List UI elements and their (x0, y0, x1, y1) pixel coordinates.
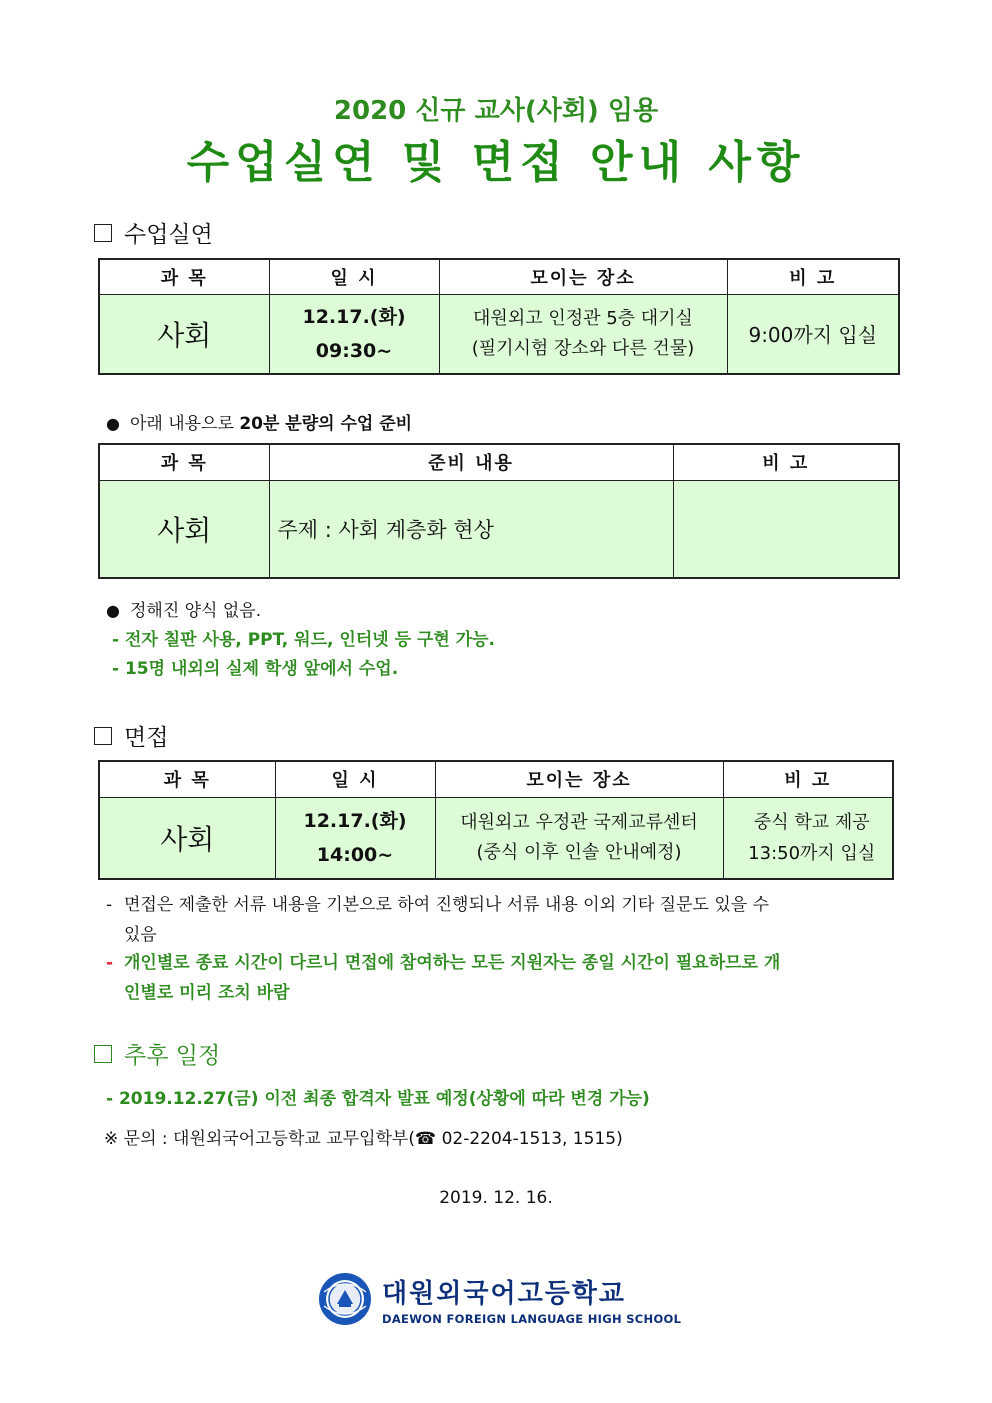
school-name-block (382, 1273, 681, 1326)
col-header-subject: 과 목 (99, 259, 269, 294)
cell-note (723, 797, 893, 879)
cell-subject: 사회 (99, 797, 275, 879)
cell-subject: 사회 (99, 480, 269, 578)
section-demo-heading (94, 216, 213, 249)
cell-subject: 사회 (99, 294, 269, 374)
cell-place (439, 294, 727, 374)
prep-table (98, 443, 900, 579)
document-date: 2019. 12. 16. (439, 1188, 553, 1208)
interview-note-2-line2: 인별로 미리 조치 바람 (124, 983, 290, 1003)
table-row (99, 797, 893, 879)
cell-place-line2: (중식 이후 인솔 안내예정) (476, 841, 682, 863)
col-header-note: 비 고 (723, 761, 893, 797)
checkbox-icon (94, 1045, 112, 1063)
cell-place-line1: 대원외고 인정관 5층 대기실 (473, 307, 693, 329)
col-header-datetime: 일 시 (269, 259, 439, 294)
cell-date: 12.17.(화) (303, 809, 407, 832)
interview-note-2-line1: 개인별로 종료 시간이 다르니 면접에 참여하는 모든 지원자는 종일 시간이 필요하므로 개 (124, 953, 781, 973)
school-name-ko: 대원외국어고등학교 (382, 1278, 627, 1309)
col-header-subject: 과 목 (99, 444, 269, 480)
col-header-place: 모이는 장소 (439, 259, 727, 294)
checkbox-icon (94, 727, 112, 745)
col-header-place: 모이는 장소 (435, 761, 723, 797)
checkbox-icon (94, 224, 112, 242)
demo-green-note-2: - 15명 내외의 실제 학생 앞에서 수업. (112, 659, 399, 679)
phone-icon: ☎ (414, 1129, 437, 1149)
cell-date: 12.17.(화) (302, 305, 406, 328)
section-followup-heading (94, 1037, 220, 1070)
contact-phone: 02-2204-1513, 1515) (436, 1129, 623, 1149)
cell-time: 14:00~ (316, 843, 394, 866)
school-emblem-icon (318, 1272, 372, 1326)
cell-place-line2: (필기시험 장소와 다른 건물) (471, 337, 695, 359)
table-row (99, 480, 899, 578)
prep-note (106, 409, 412, 434)
cell-place (435, 797, 723, 879)
cell-time: 09:30~ (315, 339, 393, 362)
section-interview-label: 면접 (124, 725, 169, 751)
format-note-text: 정해진 양식 없음. (129, 601, 262, 621)
contact-info (104, 1124, 623, 1149)
interview-note-2: - 개인별로 종료 시간이 다르니 면접에 참여하는 모든 지원자는 종일 시간이 필요하므로 개 인별로 미리 조치 바람 (106, 948, 898, 1008)
bullet-icon: ● (106, 601, 120, 620)
interview-schedule-table (98, 760, 894, 880)
section-interview-heading (94, 719, 168, 752)
page-title: 수업실연 및 면접 안내 사항 (186, 137, 806, 188)
table-row (99, 294, 899, 374)
cell-place-line1: 대원외고 우정관 국제교류센터 (460, 811, 698, 833)
col-header-note: 비 고 (673, 444, 899, 480)
interview-note-1: - 면접은 제출한 서류 내용을 기본으로 하여 진행되나 서류 내용 이외 기타 질문도 있을 수 있음 (106, 890, 898, 950)
col-header-content: 준비 내용 (269, 444, 673, 480)
cell-note: 9:00까지 입실 (727, 294, 899, 374)
section-demo-label: 수업실연 (124, 222, 213, 248)
demo-schedule-table (98, 258, 900, 375)
cell-datetime (269, 294, 439, 374)
col-header-subject: 과 목 (99, 761, 275, 797)
interview-note-1-line1: 면접은 제출한 서류 내용을 기본으로 하여 진행되나 서류 내용 이외 기타 질문도 있을 수 (124, 895, 770, 915)
col-header-note: 비 고 (727, 259, 899, 294)
col-header-datetime: 일 시 (275, 761, 435, 797)
prep-note-prefix: 아래 내용으로 (129, 414, 240, 434)
school-name-en: DAEWON FOREIGN LANGUAGE HIGH SCHOOL (382, 1311, 682, 1326)
demo-green-note-1: - 전자 칠판 사용, PPT, 워드, 인터넷 등 구현 가능. (112, 630, 495, 650)
page-subtitle: 2020 신규 교사(사회) 임용 (333, 96, 659, 126)
cell-datetime (275, 797, 435, 879)
section-followup-label: 추후 일정 (124, 1043, 221, 1069)
format-note (106, 596, 261, 621)
cell-note-line2: 13:50까지 입실 (748, 842, 876, 864)
cell-content: 주제 : 사회 계층화 현상 (269, 480, 673, 578)
school-logo (318, 1272, 681, 1326)
followup-schedule: - 2019.12.27(금) 이전 최종 합격자 발표 예정(상황에 따라 변경 가능) (106, 1089, 650, 1109)
interview-note-1-line2: 있음 (124, 925, 157, 945)
cell-note (673, 480, 899, 578)
bullet-icon: ● (106, 414, 120, 433)
contact-prefix: ※ 문의 : 대원외국어고등학교 교무입학부( (104, 1129, 415, 1149)
cell-note-line1: 중식 학교 제공 (753, 811, 870, 833)
prep-note-bold: 20분 분량의 수업 준비 (239, 414, 413, 434)
